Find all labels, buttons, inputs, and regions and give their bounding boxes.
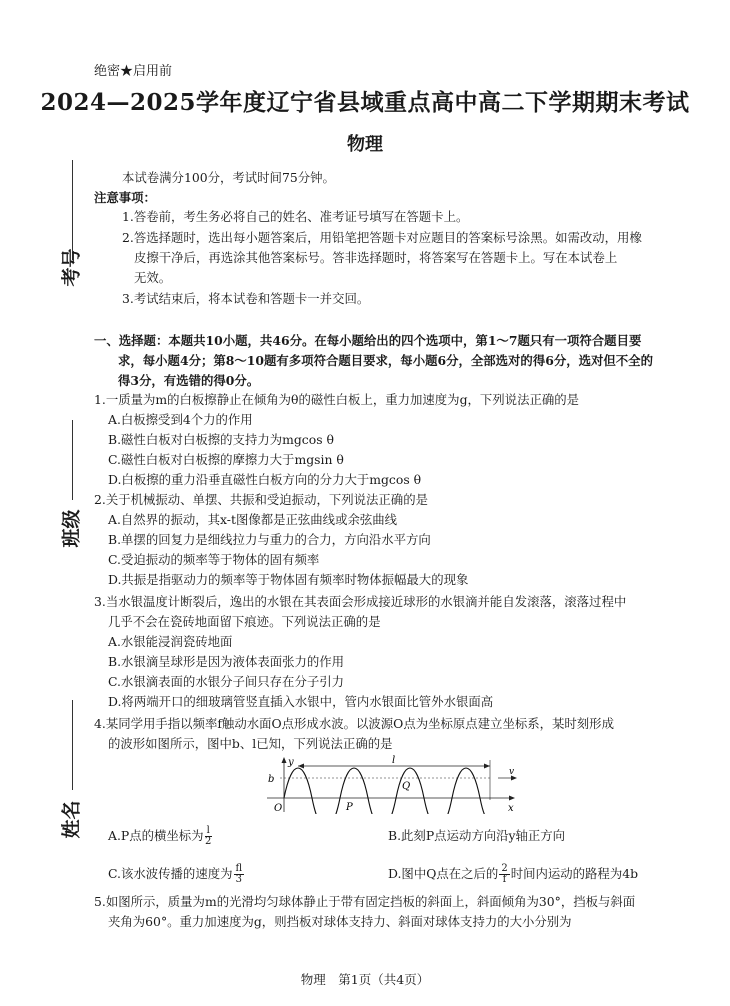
confidential-mark: 绝密★启用前 <box>94 64 173 79</box>
name-line <box>72 700 73 790</box>
option-a: A.白板擦受到4个力的作用 <box>108 412 253 427</box>
wave-curve <box>284 768 492 814</box>
option-c: C.该水波传播的速度为 $\frac{fl}{3}$ <box>108 863 243 885</box>
page-footer: 物理 第1页（共4页） <box>300 972 430 987</box>
frac-den: 3 <box>235 874 243 885</box>
question-stem: 2.关于机械振动、单摆、共振和受迫振动，下列说法正确的是 <box>94 492 428 507</box>
x-axis-arrow <box>509 796 515 801</box>
question-stem: 4.某同学用手指以频率f触动水面O点形成水波。以波源O点为坐标原点建立坐标系，某时刻形成 <box>94 716 614 731</box>
section-heading: 求，每小题4分；第8～10题有多项符合题目要求，每小题6分，全部选对的得6分，选对但不全的 <box>118 353 653 368</box>
frac-num: fl <box>235 863 243 874</box>
class-line <box>72 420 73 500</box>
option-d: D.共振是指驱动力的频率等于物体固有频率时物体振幅最大的现象 <box>108 572 469 587</box>
option-d: D.白板擦的重力沿垂直磁性白板方向的分力大于mgcos θ <box>108 472 422 487</box>
b-label: b <box>268 774 275 785</box>
option-c: C.磁性白板对白板擦的摩擦力大于mgsin θ <box>108 452 344 467</box>
frac-den: f <box>502 874 507 885</box>
frac-num: l <box>206 825 210 836</box>
note-item: 1.答卷前，考生务必将自己的姓名、准考证号填写在答题卡上。 <box>122 209 469 224</box>
y-label: y <box>288 757 294 768</box>
exam-title: 2024—2025学年度辽宁省县域重点高中高二下学期期末考试 <box>40 89 690 116</box>
x-label: x <box>508 803 514 814</box>
option-c: C.受迫振动的频率等于物体的固有频率 <box>108 552 320 567</box>
q-label: Q <box>402 781 411 792</box>
subject-title: 物理 <box>347 134 383 155</box>
l-arrow-right <box>484 764 490 769</box>
note-item: 无效。 <box>134 270 172 285</box>
note-item: 皮擦干净后，再选涂其他答案标号。答非选择题时，将答案写在答题卡上。写在本试卷上 <box>134 250 618 265</box>
intro-text: 本试卷满分100分，考试时间75分钟。 <box>122 170 335 185</box>
question-stem: 3.当水银温度计断裂后，逸出的水银在其表面会形成接近球形的水银滴并能自发滚落，滚落过程中 <box>94 594 627 609</box>
question-stem-cont: 的波形如图所示，图中b、l已知，下列说法正确的是 <box>108 736 393 751</box>
wave-figure <box>262 754 522 814</box>
question-stem-cont: 夹角为60°。重力加速度为g，则挡板对球体支持力、斜面对球体支持力的大小分别为 <box>108 914 572 929</box>
option-a: A.自然界的振动，其x-t图像都是正弦曲线或余弦曲线 <box>108 512 398 527</box>
origin-label: O <box>274 803 283 814</box>
question-stem-cont: 几乎不会在瓷砖地面留下痕迹。下列说法正确的是 <box>108 614 381 629</box>
v-label: v <box>509 767 515 777</box>
frac-num: 2 <box>501 863 508 874</box>
section-heading: 得3分，有选错的得0分。 <box>118 373 260 388</box>
exam-number-label: 考号 <box>60 248 83 287</box>
option-b: B.水银滴呈球形是因为液体表面张力的作用 <box>108 654 345 669</box>
option-b: B.此刻P点运动方向沿y轴正方向 <box>388 828 566 843</box>
section-heading: 一、选择题：本题共10小题，共46分。在每小题给出的四个选项中，第1～7题只有一项符合题目要 <box>94 333 642 348</box>
y-axis-arrow <box>282 757 287 763</box>
class-label: 班级 <box>60 509 83 548</box>
option-a: A.水银能浸润瓷砖地面 <box>108 634 233 649</box>
p-label: P <box>346 802 353 813</box>
option-d: D.图中Q点在之后的 $\frac{2}{f}$ 时间内运动的路程为4b <box>388 863 639 885</box>
option-c: C.水银滴表面的水银分子间只存在分子引力 <box>108 674 345 689</box>
name-label: 姓名 <box>60 800 83 839</box>
l-label: l <box>392 755 396 766</box>
option-b: B.单摆的回复力是细线拉力与重力的合力，方向沿水平方向 <box>108 532 431 547</box>
notes-title: 注意事项： <box>94 190 156 205</box>
option-b: B.磁性白板对白板擦的支持力为mgcos θ <box>108 432 334 447</box>
frac-den: 2 <box>204 836 212 847</box>
note-item: 3.考试结束后，将本试卷和答题卡一并交回。 <box>122 291 370 306</box>
note-item: 2.答选择题时，选出每小题答案后，用铅笔把答题卡对应题目的答案标号涂黑。如需改动，用橡 <box>122 230 642 245</box>
question-stem: 1.一质量为m的白板擦静止在倾角为θ的磁性白板上，重力加速度为g，下列说法正确的是 <box>94 392 580 407</box>
option-d: D.将两端开口的细玻璃管竖直插入水银中，管内水银面比管外水银面高 <box>108 694 494 709</box>
option-a: A.P点的横坐标为 $\frac{l}{2}$ <box>108 825 212 847</box>
question-stem: 5.如图所示，质量为m的光滑均匀球体静止于带有固定挡板的斜面上，斜面倾角为30°，挡板与斜面 <box>94 894 636 909</box>
